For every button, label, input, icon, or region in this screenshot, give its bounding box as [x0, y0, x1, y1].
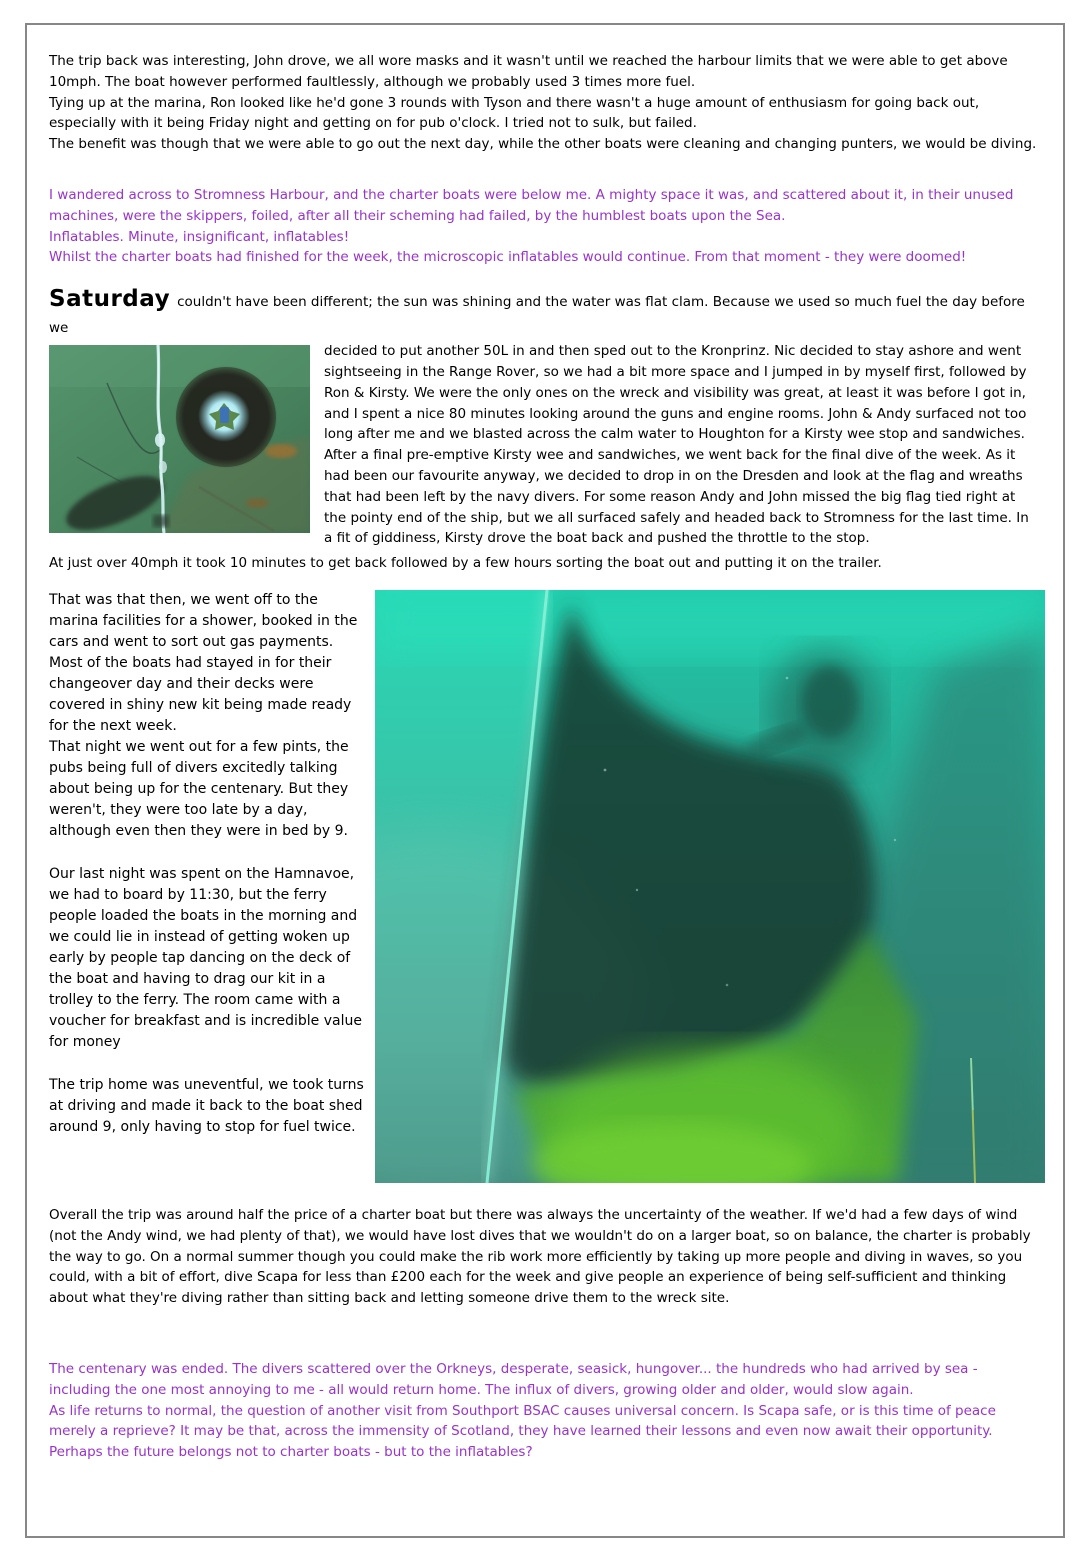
- closing-reflection-section: [49, 1359, 1041, 1463]
- intro-paragraph: The trip back was interesting, John drove, we all wore masks and it wasn't until we reached the harbour limits that we were able to get above 10mph. The boat however performed faultlessly, although we probably used 3 times more fuel.: [49, 53, 1008, 90]
- wrapup-paragraph: That night we went out for a few pints, the pubs being full of divers excitedly talking about being up for the centenary. But they weren't, they were too late by a day, although even then they were in bed by 9.: [49, 738, 349, 839]
- closing-paragraph: As life returns to normal, the question of another visit from Southport BSAC causes universal concern. Is Scapa safe, or is this time of peace merely a reprieve? It may be that, across the immensity of Scotland, they have learned their lessons and even now await their opportunity.: [49, 1402, 996, 1440]
- saturday-lead-text: couldn't have been different; the sun was shining and the water was flat clam. Because we used so much fuel the day before we: [49, 294, 1025, 337]
- flag-photo: [375, 590, 1045, 1183]
- overall-section: [49, 1205, 1041, 1309]
- closing-paragraph: The centenary was ended. The divers scattered over the Orkneys, desperate, seasick, hungover... the hundreds who had arrived by sea - including the one most annoying to me - all would return home. The influx of divers, growing older and older, would slow again.: [49, 1360, 978, 1398]
- wrapup-paragraph: The trip home was uneventful, we took turns at driving and made it back to the boat shed around 9, only having to stop for fuel twice.: [49, 1076, 364, 1135]
- wreath-photo: [49, 345, 310, 533]
- flag-photo-image: [375, 590, 1045, 1183]
- closing-paragraph: Perhaps the future belongs not to charter boats - but to the inflatables?: [49, 1444, 533, 1461]
- intro-paragraph: Tying up at the marina, Ron looked like he'd gone 3 rounds with Tyson and there wasn't a huge amount of enthusiasm for going back out, especially with it being Friday night and getting on for pub o'clock. I tried not to sulk, but failed.: [49, 94, 980, 132]
- intro-paragraph: The benefit was though that we were able to go out the next day, while the other boats were cleaning and changing punters, we would be diving.: [49, 136, 1037, 153]
- wrapup-text-column: [49, 590, 367, 1183]
- saturday-heading: Saturday: [49, 286, 171, 313]
- document-page: [25, 23, 1065, 1538]
- saturday-lead-line: [49, 286, 1041, 341]
- overall-paragraph: Overall the trip was around half the price of a charter boat but there was always the uncertainty of the weather. If we'd had a few days of wind (not the Andy wind, we had plenty of that), we would have lost dives that we wouldn't do on a larger boat, so on balance, the charter is probably the way to go. On a normal summer though you could make the rib work more efficiently by taking up more people and diving in waves, so you could, with a bit of effort, dive Scapa for less than £200 each for the week and give people an experience of being self-sufficient and thinking about what they're diving rather than sitting back and letting someone drive them to the wreck site.: [49, 1206, 1031, 1307]
- reflection-paragraph: I wandered across to Stromness Harbour, and the charter boats were below me. A mighty space it was, and scattered about it, in their unused machines, were the skippers, foiled, after all their scheming had failed, by the humblest boats upon the Sea.: [49, 186, 1014, 224]
- wrapup-paragraph: That was that then, we went off to the marina facilities for a shower, booked in the cars and went to sort out gas payments. Most of the boats had stayed in for their changeover day and their decks were covered in shiny new kit being made ready for the next week.: [49, 591, 358, 734]
- reflection-paragraph: Whilst the charter boats had finished for the week, the microscopic inflatables would continue. From that moment - they were doomed!: [49, 249, 967, 266]
- saturday-flow: [49, 341, 1041, 549]
- saturday-body-text: decided to put another 50L in and then sped out to the Kronprinz. Nic decided to stay ashore and went sightseeing in the Range Rover, so we had a bit more space and I jumped in by myself first, followed by Ron & Kirsty. We were the only ones on the wreck and visibility was great, at least it was before I got in, and I spent a nice 80 minutes looking around the guns and engine rooms. John & Andy surfaced not too long after me and we blasted across the calm water to Houghton for a Kirsty wee stop and sandwiches. After a final pre-emptive Kirsty wee and sandwiches, we went back for the final dive of the week. As it had been our favourite anyway, we decided to drop in on the Dresden and look at the flag and wreaths that had been left by the navy divers. For some reason Andy and John missed the big flag tied right at the pointy end of the ship, but we all surfaced safely and headed back to Stromness for the last time. In a fit of giddiness, Kirsty drove the boat back and pushed the throttle to the stop.: [324, 343, 1029, 547]
- saturday-tail-text: At just over 40mph it took 10 minutes to get back followed by a few hours sorting the boat out and putting it on the trailer.: [49, 555, 882, 572]
- harbour-reflection-section: [49, 185, 1041, 268]
- reflection-paragraph: Inflatables. Minute, insignificant, inflatables!: [49, 228, 350, 245]
- wrapup-paragraph: Our last night was spent on the Hamnavoe, we had to board by 11:30, but the ferry people loaded the boats in the morning and we could lie in instead of getting woken up early by people tap dancing on the deck of the boat and having to drag our kit in a trolley to the ferry. The room came with a voucher for breakfast and is incredible value for money: [49, 865, 362, 1050]
- intro-section: [49, 51, 1041, 155]
- saturday-section: [49, 286, 1041, 574]
- wreath-photo-image: [49, 345, 310, 533]
- wrapup-section: [49, 590, 1041, 1183]
